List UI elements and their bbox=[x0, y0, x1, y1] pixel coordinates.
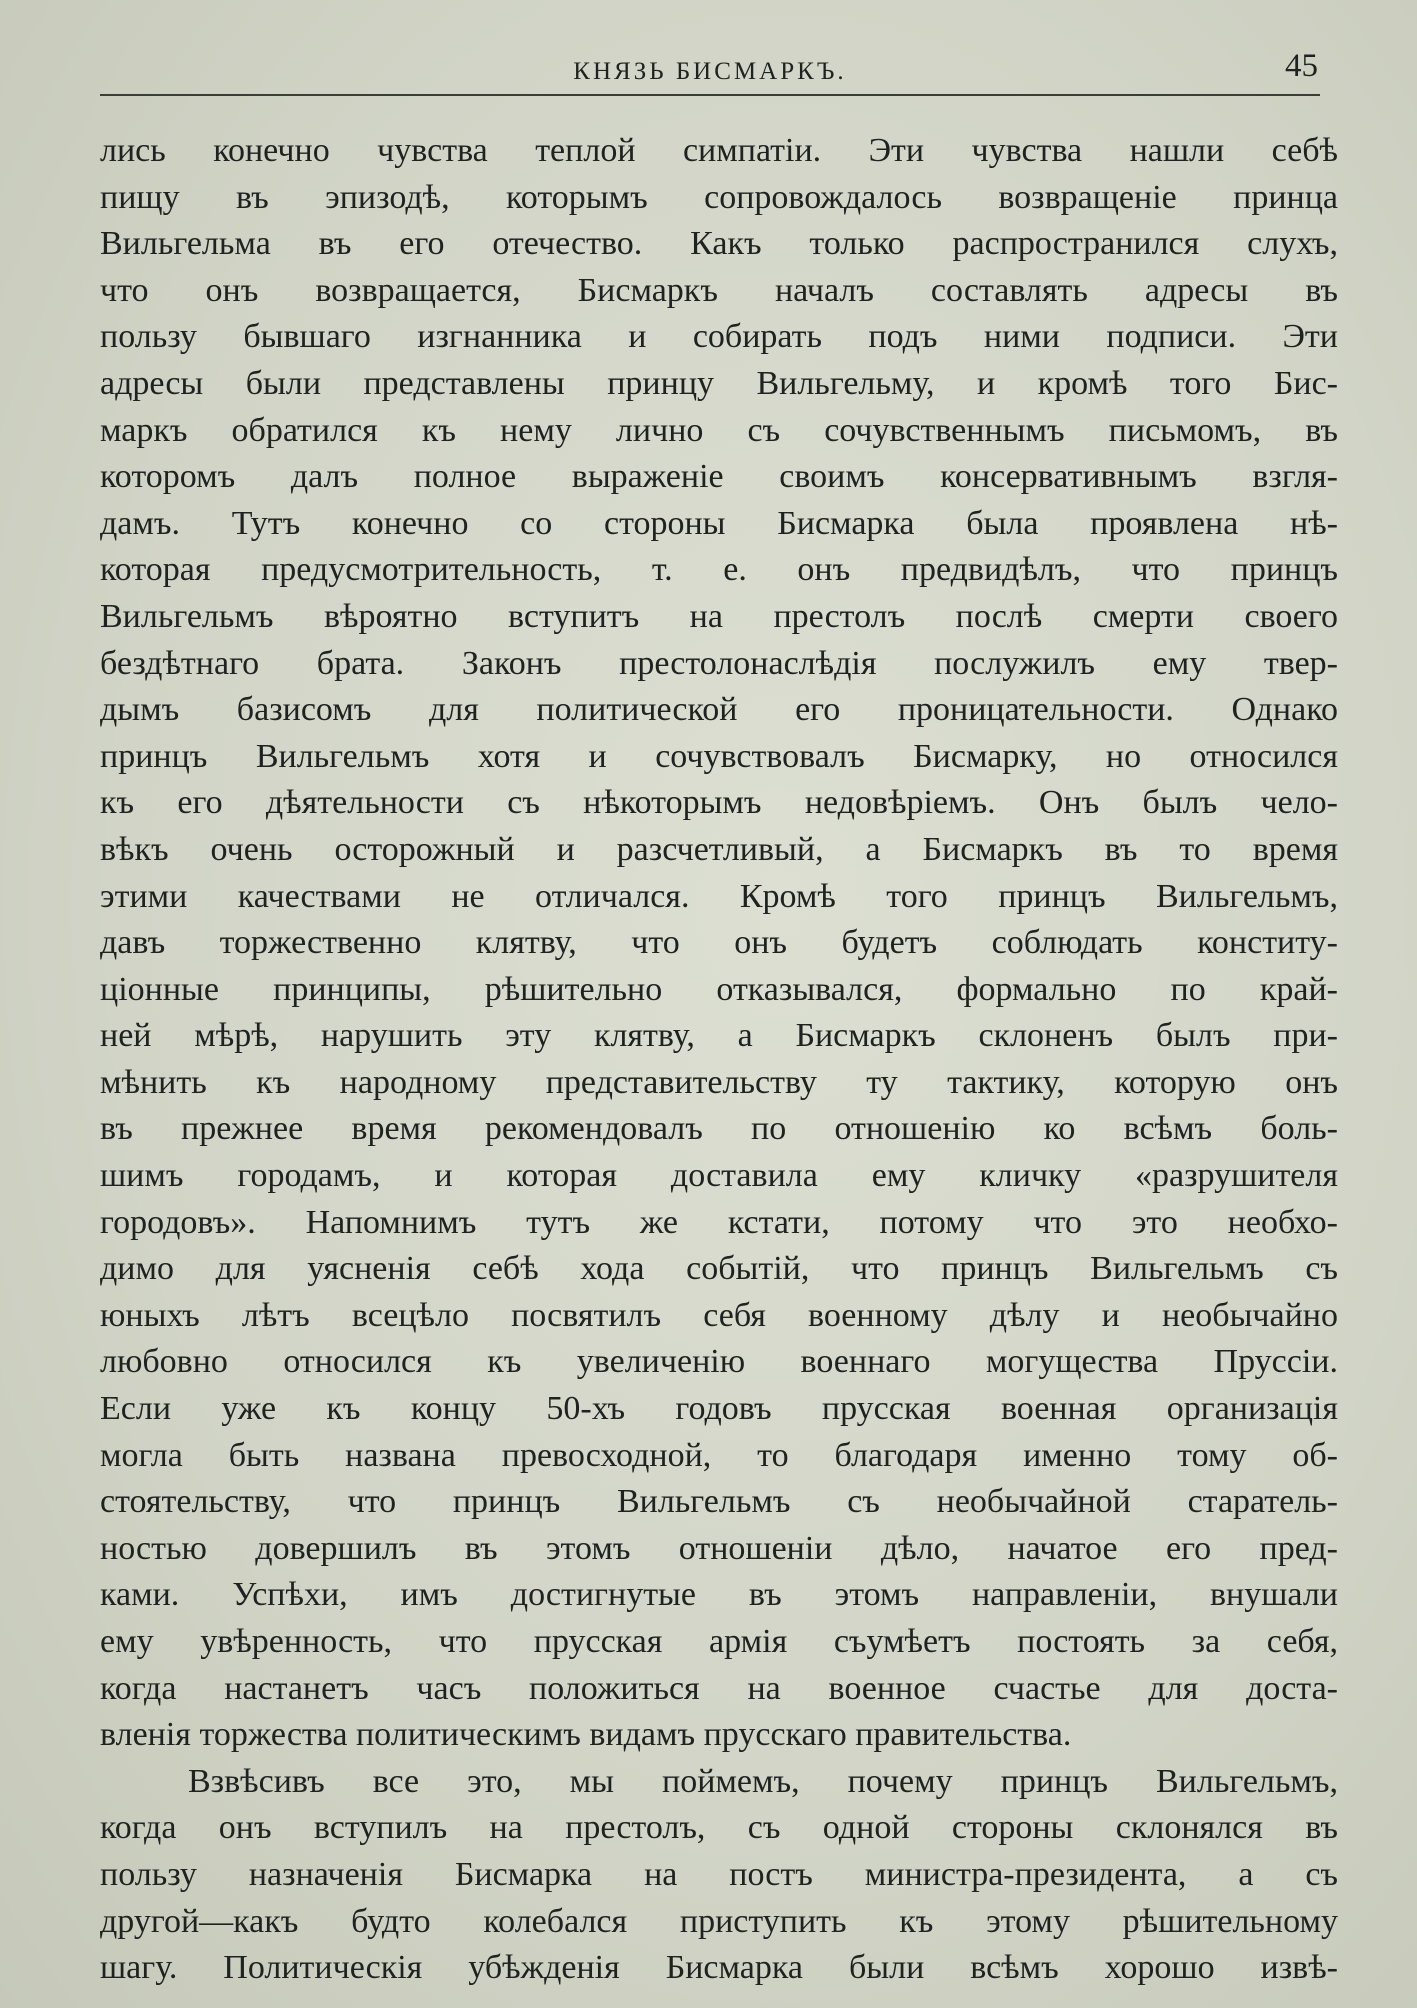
text-line: другой—какъ будто колебался приступить къ этому рѣшительному bbox=[100, 1902, 1338, 1940]
text-line: димо для уясненія себѣ хода событій, что принцъ Вильгельмъ съ bbox=[100, 1250, 1338, 1288]
text-line: когда онъ вступилъ на престолъ, съ одной стороны склонялся въ bbox=[100, 1809, 1338, 1847]
text-line: шимъ городамъ, и которая доставила ему кличку «разрушителя bbox=[100, 1157, 1338, 1195]
text-line: ціонные принципы, рѣшительно отказывался, формально по край- bbox=[100, 970, 1338, 1008]
text-line: которая предусмотрительность, т. е. онъ предвидѣлъ, что принцъ bbox=[100, 551, 1338, 589]
text-line: шагу. Политическія убѣжденія Бисмарка были всѣмъ хорошо извѣ- bbox=[100, 1949, 1338, 1987]
text-line: адресы были представлены принцу Вильгельму, и кромѣ того Бис- bbox=[100, 364, 1338, 402]
text-line: пользу бывшаго изгнанника и собирать подъ ними подписи. Эти bbox=[100, 318, 1338, 356]
text-line: могла быть названа превосходной, то благодаря именно тому об- bbox=[100, 1436, 1338, 1474]
text-line: въ прежнее время рекомендовалъ по отношенію ко всѣмъ боль- bbox=[100, 1110, 1338, 1148]
text-line: что онъ возвращается, Бисмаркъ началъ составлять адресы въ bbox=[100, 271, 1338, 309]
text-line: когда настанетъ часъ положиться на военное счастье для доста- bbox=[100, 1669, 1338, 1707]
text-line: ностью довершилъ въ этомъ отношеніи дѣло, начатое его пред- bbox=[100, 1529, 1338, 1567]
text-line: вѣкъ очень осторожный и разсчетливый, а Бисмаркъ въ то время bbox=[100, 830, 1338, 868]
text-line: пользу назначенія Бисмарка на постъ министра-президента, а съ bbox=[100, 1855, 1338, 1893]
text-line: давъ торжественно клятву, что онъ будетъ соблюдать конститу- bbox=[100, 924, 1338, 962]
text-line: любовно относился къ увеличенію военнаго могущества Пруссіи. bbox=[100, 1343, 1338, 1381]
text-line: лись конечно чувства теплой симпатіи. Эти чувства нашли себѣ bbox=[100, 132, 1338, 169]
paragraph bbox=[100, 128, 1338, 1759]
text-line: дымъ базисомъ для политической его проницательности. Однако bbox=[100, 691, 1338, 729]
text-line: Вильгельма въ его отечество. Какъ только распространился слухъ, bbox=[100, 225, 1338, 263]
text-line: ему увѣренность, что прусская армія съумѣетъ постоять за себя, bbox=[100, 1623, 1338, 1660]
text-line: городовъ». Напомнимъ тутъ же кстати, потому что это необхо- bbox=[100, 1203, 1338, 1241]
text-line: къ его дѣятельности съ нѣкоторымъ недовѣріемъ. Онъ былъ чело- bbox=[100, 784, 1338, 822]
running-title: КНЯЗЬ БИСМАРКЪ. bbox=[573, 58, 847, 85]
text-line: этими качествами не отличался. Кромѣ того принцъ Вильгельмъ, bbox=[100, 877, 1338, 915]
text-line: пищу въ эпизодѣ, которымъ сопровождалось возвращеніе принца bbox=[100, 178, 1338, 216]
text-line: ней мѣрѣ, нарушить эту клятву, а Бисмаркъ склоненъ былъ при- bbox=[100, 1017, 1338, 1055]
text-line: маркъ обратился къ нему лично съ сочувственнымъ письмомъ, въ bbox=[100, 411, 1338, 449]
text-line: Вильгельмъ вѣроятно вступитъ на престолъ послѣ смерти своего bbox=[100, 597, 1338, 635]
text-line: дамъ. Тутъ конечно со стороны Бисмарка была проявлена нѣ- bbox=[100, 504, 1338, 542]
text-line: Если уже къ концу 50-хъ годовъ прусская военная организація bbox=[100, 1390, 1338, 1428]
text-line: юныхъ лѣтъ всецѣло посвятилъ себя военному дѣлу и необычайно bbox=[100, 1296, 1338, 1334]
text-line: Взвѣсивъ все это, мы поймемъ, почему принцъ Вильгельмъ, bbox=[188, 1762, 1338, 1800]
text-line: принцъ Вильгельмъ хотя и сочувствовалъ Бисмарку, но относился bbox=[100, 737, 1338, 775]
text-line: которомъ далъ полное выраженіе своимъ консервативнымъ взгля- bbox=[100, 458, 1338, 496]
text-line: вленія торжества политическимъ видамъ прусскаго правительства. bbox=[100, 1716, 1072, 1754]
body-text bbox=[100, 128, 1338, 1992]
text-line: бездѣтнаго брата. Законъ престолонаслѣдія послужилъ ему твер- bbox=[100, 644, 1338, 682]
text-line: ками. Успѣхи, имъ достигнутые въ этомъ направленіи, внушали bbox=[100, 1576, 1338, 1614]
paragraph bbox=[100, 1759, 1338, 1992]
text-line: мѣнить къ народному представительству ту тактику, которую онъ bbox=[100, 1063, 1338, 1101]
text-line: стоятельству, что принцъ Вильгельмъ съ необычайной старатель- bbox=[100, 1483, 1338, 1521]
page-number: 45 bbox=[1285, 48, 1318, 84]
page-header bbox=[100, 48, 1320, 96]
